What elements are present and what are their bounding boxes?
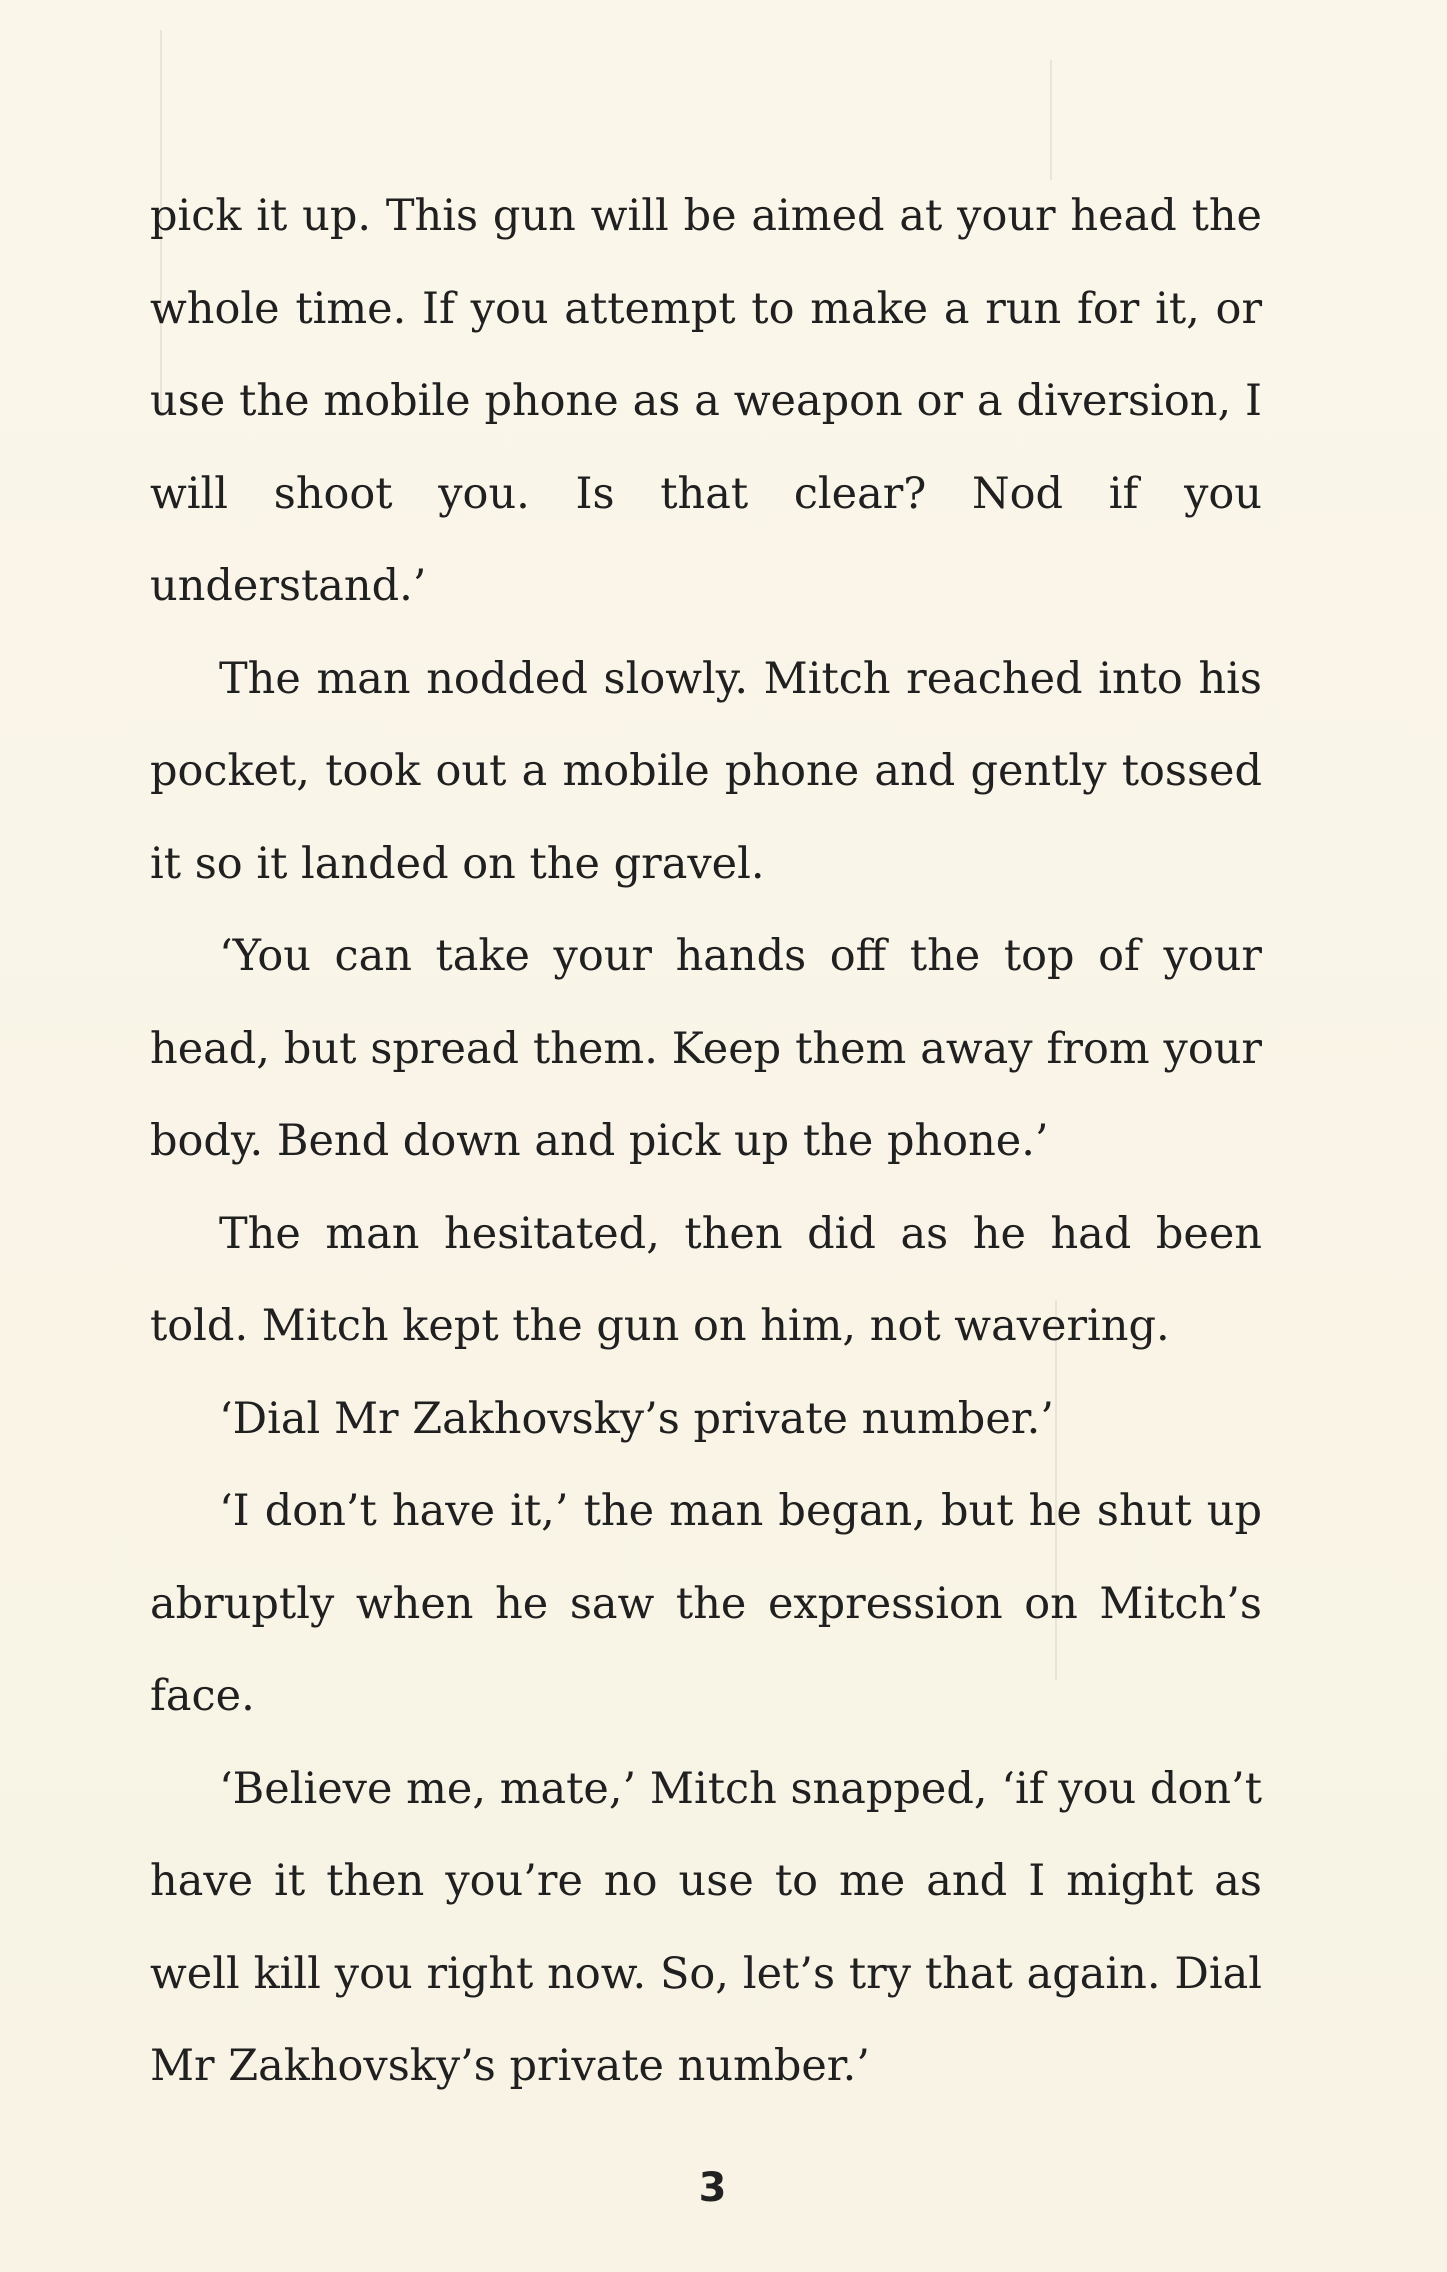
paragraph: ‘You can take your hands off the top of your head, but spread them. Keep them away from your body. Bend down and pick up the phone.’ — [150, 931, 1262, 1166]
paragraph: The man hesitated, then did as he had been told. Mitch kept the gun on him, not wavering. — [150, 1208, 1262, 1351]
paragraph: ‘Believe me, mate,’ Mitch snapped, ‘if you don’t have it then you’re no use to me and I might as well kill you right now. So, let’s try that again. Dial Mr Zakhovsky’s private number.’ — [150, 1763, 1262, 2091]
paragraph: pick it up. This gun will be aimed at your head the whole time. If you attempt to make a run for it, or use the mobile phone as a weapon or a diversion, I will shoot you. Is that clear? Nod if you understand.’ — [150, 191, 1262, 611]
paragraph: ‘Dial Mr Zakhovsky’s private number.’ — [219, 1393, 1054, 1444]
page-number: 3 — [698, 2165, 727, 2211]
paper-crease-mark — [1050, 60, 1052, 180]
paragraph: ‘I don’t have it,’ the man began, but he shut up abruptly when he saw the expression on Mitch’s face. — [150, 1486, 1262, 1721]
body-text — [150, 170, 1262, 2113]
paragraph: The man nodded slowly. Mitch reached into his pocket, took out a mobile phone and gently tossed it so it landed on the gravel. — [150, 653, 1262, 889]
